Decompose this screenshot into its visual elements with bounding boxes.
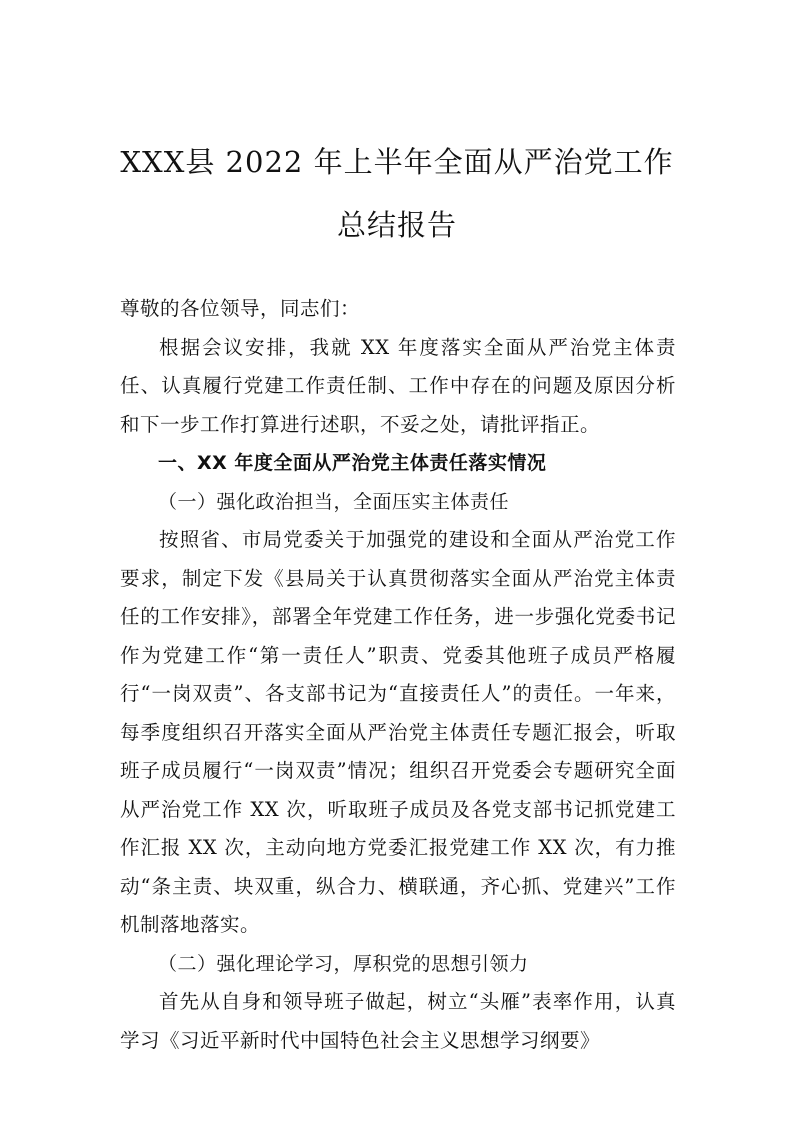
intro-paragraph: 根据会议安排，我就 XX 年度落实全面从严治党主体责任、认真履行党建工作责任制、工作中存在的问题及原因分析和下一步工作打算进行述职，不妥之处，请批评指正。	[120, 335, 676, 436]
document-body	[120, 290, 676, 1060]
salutation: 尊敬的各位领导，同志们：	[120, 297, 361, 320]
document-title-line2: 总结报告	[336, 208, 457, 242]
subsection2-paragraph: 首先从自身和领导班子做起，树立“头雁”表率作用，认真学习《习近平新时代中国特色社会主义思想学习纲要》	[120, 990, 676, 1052]
subsection1-heading: （一）强化政治担当，全面压实主体责任	[158, 490, 510, 513]
subsection1-paragraph: 按照省、市局党委关于加强党的建设和全面从严治党工作要求，制定下发《县局关于认真贯彻落实全面从严治党主体责任的工作安排》，部署全年党建工作任务，进一步强化党委书记作为党建工作“第一责任人”职责、党委其他班子成员严格履行“一岗双责”、各支部书记为“直接责任人”的责任。一年来，每季度组织召开落实全面从严治党主体责任专题汇报会，听取班子成员履行“一岗双责”情况；组织召开党委会专题研究全面从严治党工作 XX 次，听取班子成员及各党支部书记抓党建工作汇报 XX 次，主动向地方党委汇报党建工作 XX 次，有力推动“条主责、块双重，纵合力、横联通，齐心抓、党建兴”工作机制落地落实。	[120, 528, 676, 936]
section1-heading: 一、XX 年度全面从严治党主体责任落实情况	[158, 452, 547, 474]
document-title-line1: XXX县 2022 年上半年全面从严治党工作	[120, 145, 674, 179]
subsection2-heading: （二）强化理论学习，厚积党的思想引领力	[158, 952, 529, 975]
